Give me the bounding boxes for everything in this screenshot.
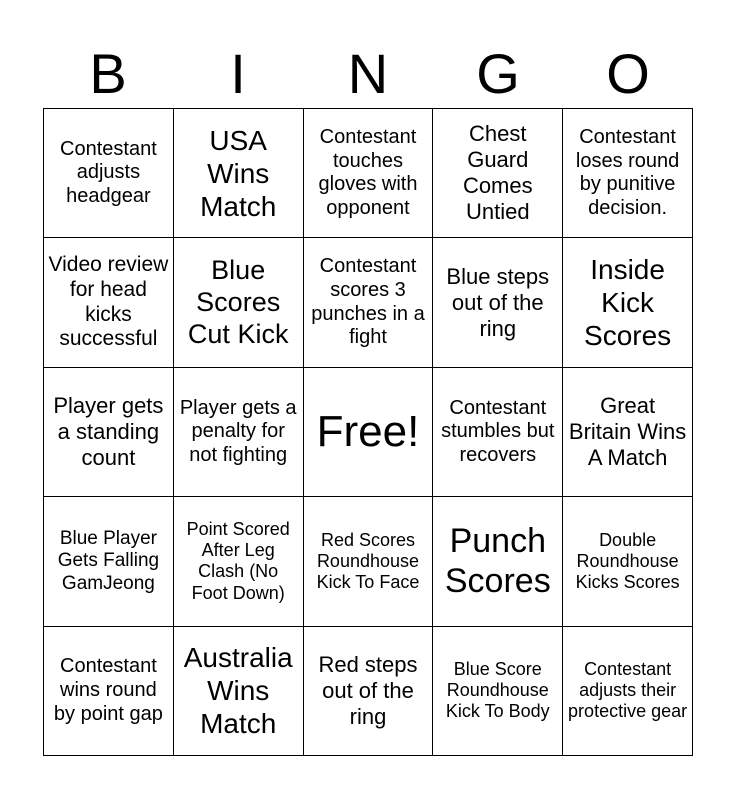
bingo-cell[interactable] [304, 627, 434, 756]
bingo-cell[interactable] [433, 109, 563, 238]
bingo-cell[interactable] [433, 627, 563, 756]
bingo-cell[interactable] [174, 627, 304, 756]
cell-text: USA Wins Match [200, 124, 277, 222]
free-space-text: Free! [316, 407, 420, 457]
cell-text: Punch Scores [444, 522, 551, 601]
cell-text: Contestant stumbles but recovers [441, 396, 555, 466]
bingo-cell[interactable] [174, 368, 304, 497]
cell-text: Video review for head kicks successful [48, 253, 169, 351]
bingo-cell[interactable] [563, 627, 693, 756]
bingo-cell[interactable] [174, 497, 304, 626]
cell-text: Inside Kick Scores [584, 254, 672, 352]
cell-text: Contestant scores 3 punches in a fight [311, 255, 425, 349]
cell-text: Red steps out of the ring [318, 651, 418, 729]
cell-text: Great Britain Wins A Match [568, 393, 687, 470]
bingo-cell[interactable] [44, 368, 174, 497]
bingo-cell[interactable] [44, 109, 174, 238]
cell-text: Red Scores Roundhouse Kick To Face [316, 529, 420, 592]
cell-text: Contestant loses round by punitive decision. [575, 126, 680, 219]
bingo-cell[interactable] [44, 497, 174, 626]
bingo-cell[interactable] [433, 238, 563, 367]
bingo-cell[interactable] [563, 368, 693, 497]
bingo-cell[interactable] [563, 497, 693, 626]
cell-text: Contestant wins round by point gap [53, 655, 163, 725]
bingo-cell[interactable] [304, 497, 434, 626]
cell-text: Contestant touches gloves with opponent [318, 126, 418, 219]
header-letter-g: G [476, 42, 520, 105]
cell-text: Contestant adjusts headgear [60, 137, 157, 207]
bingo-header [43, 40, 693, 108]
cell-text: Chest Guard Comes Untied [462, 121, 533, 225]
cell-text: Blue Score Roundhouse Kick To Body [445, 658, 550, 722]
cell-text: Player gets a penalty for not fighting [179, 396, 297, 466]
bingo-cell[interactable] [304, 238, 434, 367]
bingo-cell[interactable] [44, 238, 174, 367]
bingo-cell[interactable] [563, 109, 693, 238]
cell-text: Double Roundhouse Kicks Scores [575, 529, 680, 592]
free-space[interactable] [304, 368, 434, 497]
cell-text: Blue Scores Cut Kick [187, 254, 289, 349]
cell-text: Australia Wins Match [183, 642, 293, 740]
cell-text: Contestant adjusts their protective gear [568, 658, 688, 722]
header-letter-o: O [606, 42, 650, 105]
bingo-cell[interactable] [563, 238, 693, 367]
header-letter-n: N [347, 42, 389, 105]
bingo-board [43, 108, 693, 756]
cell-text: Blue Player Gets Falling GamJeong [57, 527, 160, 594]
bingo-cell[interactable] [44, 627, 174, 756]
bingo-cell[interactable] [174, 109, 304, 238]
bingo-cell[interactable] [433, 368, 563, 497]
bingo-cell[interactable] [174, 238, 304, 367]
header-letter-b: B [89, 42, 127, 105]
header-letter-i: I [230, 42, 246, 105]
bingo-cell[interactable] [304, 109, 434, 238]
cell-text: Player gets a standing count [53, 393, 164, 470]
cell-text: Point Scored After Leg Clash (No Foot Down) [186, 518, 290, 603]
cell-text: Blue steps out of the ring [446, 263, 550, 341]
bingo-cell[interactable] [433, 497, 563, 626]
